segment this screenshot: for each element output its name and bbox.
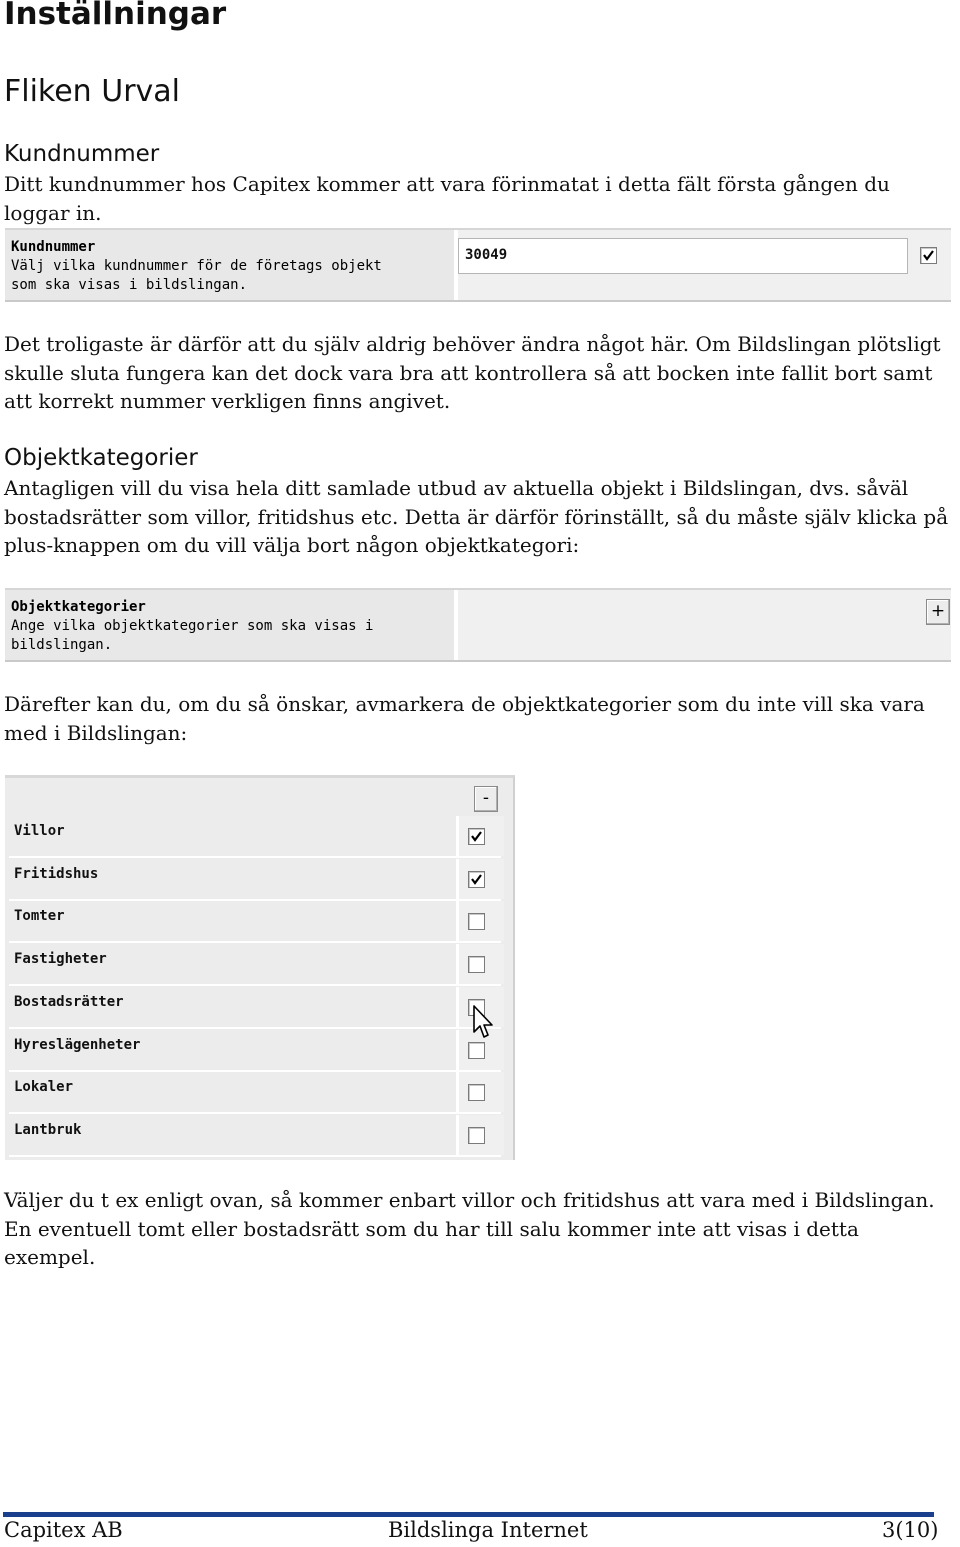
category-checkbox-cell: [456, 859, 504, 899]
category-row: [9, 816, 501, 858]
kundnummer-panel-label: [11, 238, 382, 295]
category-checkbox[interactable]: [468, 1127, 485, 1144]
category-checkbox[interactable]: [468, 956, 485, 973]
category-name: Bostadsrätter: [14, 994, 124, 1010]
category-name: Hyreslägenheter: [14, 1037, 141, 1053]
objektkategorier-heading: Objektkategorier: [4, 445, 198, 471]
category-row: [9, 1115, 501, 1157]
kundnummer-panel: [5, 228, 951, 302]
kundnummer-checkbox[interactable]: [920, 247, 937, 264]
category-row: [9, 901, 501, 943]
mouse-cursor-icon: [472, 1004, 494, 1040]
category-row: [9, 1030, 501, 1072]
footer-rule: [3, 1512, 934, 1517]
category-name: Tomter: [14, 908, 65, 924]
kundnummer-input[interactable]: [458, 238, 908, 274]
objektkategorier-panel-line1: Ange vilka objektkategorier som ska visas i: [11, 618, 374, 634]
footer-page-number: 3(10): [882, 1518, 939, 1542]
footer-product: Bildslinga Internet: [388, 1518, 588, 1542]
category-name: Lantbruk: [14, 1122, 82, 1138]
category-checkbox[interactable]: [468, 871, 485, 888]
kundnummer-panel-title: Kundnummer: [11, 239, 96, 255]
kundnummer-value: 30049: [465, 247, 508, 263]
category-checkbox-cell: [456, 901, 504, 941]
page-title: Inställningar: [4, 0, 227, 32]
category-checkbox[interactable]: [468, 1084, 485, 1101]
tab-heading: Fliken Urval: [4, 74, 181, 109]
objektkategorier-panel: [5, 588, 951, 662]
objektkategorier-intro: Antagligen vill du visa hela ditt samlade utbud av aktuella objekt i Bildslingan, dvs. såväl bostadsrätter som villor, fritidshus etc. Detta är därför förinställt, så du måste själv klicka på plus-knappen om du vill välja bort någon objektkategori:: [4, 476, 949, 557]
category-row: [9, 859, 501, 901]
category-row: [9, 944, 501, 986]
kundnummer-field-area: [454, 230, 951, 300]
objektkategorier-panel-label: [11, 598, 373, 655]
category-row: [9, 1072, 501, 1114]
objektkategorier-panel-line2: bildslingan.: [11, 637, 113, 653]
closing-paragraph: Väljer du t ex enligt ovan, så kommer enbart villor och fritidshus att vara med i Bildslingan. En eventuell tomt eller bostadsrätt som du har till salu kommer inte att visas i detta exempel.: [4, 1188, 935, 1269]
collapse-minus-button[interactable]: -: [474, 786, 498, 812]
category-name: Villor: [14, 823, 65, 839]
category-checkbox-cell: [456, 944, 504, 984]
footer-company: Capitex AB: [4, 1518, 123, 1542]
category-checkbox[interactable]: [468, 1042, 485, 1059]
objektkategorier-field-area: [454, 590, 951, 660]
kundnummer-intro: Ditt kundnummer hos Capitex kommer att vara förinmatat i detta fält första gången du loggar in.: [4, 172, 890, 225]
category-checkbox-cell: [456, 1115, 504, 1155]
category-checkbox-cell: [456, 816, 504, 856]
checkmark-icon: [470, 873, 483, 886]
category-row: [9, 987, 501, 1029]
expand-plus-button[interactable]: +: [926, 599, 950, 625]
kundnummer-heading: Kundnummer: [4, 141, 160, 167]
category-name: Fastigheter: [14, 951, 107, 967]
category-name: Lokaler: [14, 1079, 74, 1095]
category-list-panel: [5, 775, 515, 1160]
category-name: Fritidshus: [14, 866, 99, 882]
kundnummer-panel-line1: Välj vilka kundnummer för de företags objekt: [11, 258, 382, 274]
kundnummer-panel-line2: som ska visas i bildslingan.: [11, 277, 248, 293]
kundnummer-after: Det troligaste är därför att du själv aldrig behöver ändra något här. Om Bildslingan plötsligt skulle sluta fungera kan det dock vara bra att kontrollera så att bocken inte fallit bort samt att korrekt nummer verkligen finns angivet.: [4, 332, 941, 413]
objektkategorier-panel-title: Objektkategorier: [11, 599, 146, 615]
category-checkbox-cell: [456, 1072, 504, 1112]
objektkategorier-after: Därefter kan du, om du så önskar, avmarkera de objektkategorier som du inte vill ska vara med i Bildslingan:: [4, 692, 925, 745]
category-checkbox[interactable]: [468, 828, 485, 845]
checkmark-icon: [922, 249, 935, 262]
checkmark-icon: [470, 830, 483, 843]
category-checkbox[interactable]: [468, 913, 485, 930]
